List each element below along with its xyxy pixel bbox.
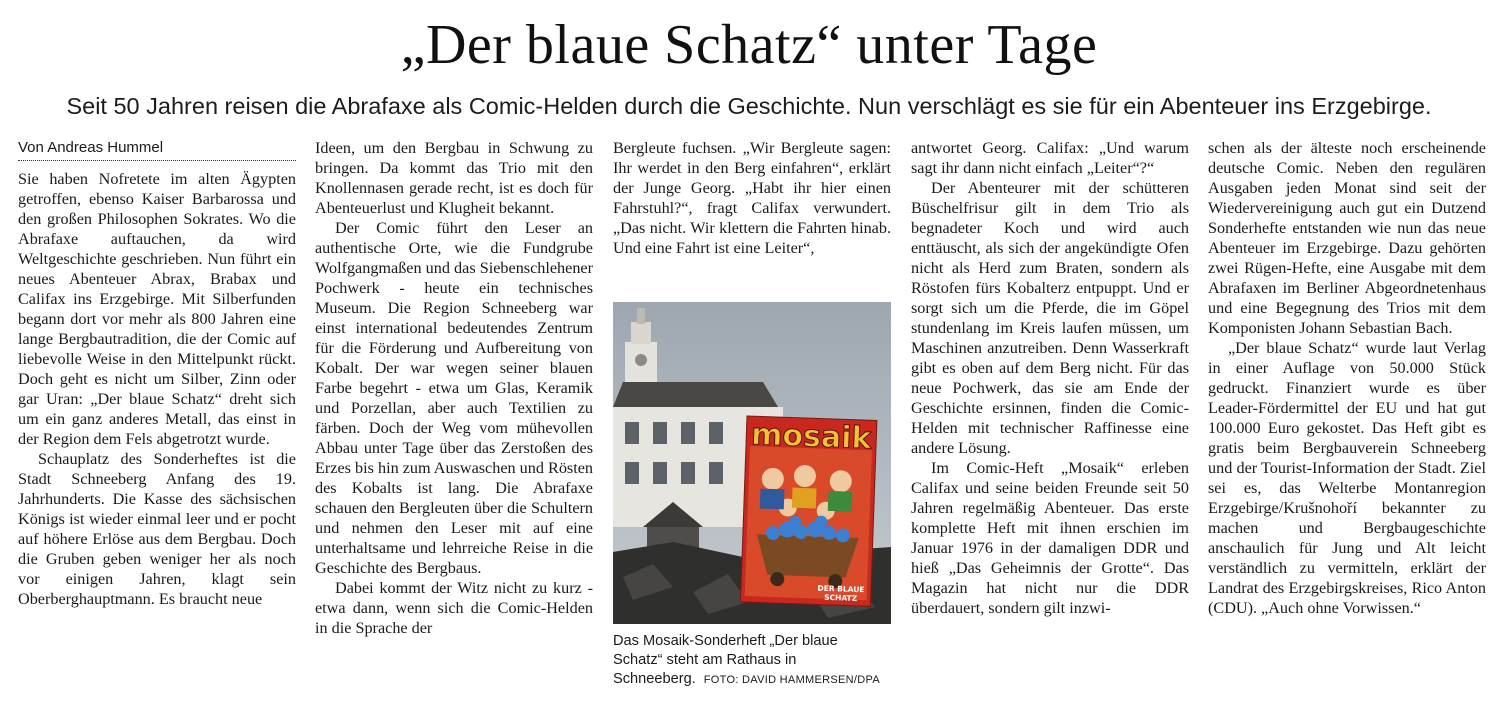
paragraph: Schauplatz des Sonderheftes ist die Stadt Schneeberg Anfang des 19. Jahrhunderts. Die Kasse des sächsischen Königs ist wieder einmal leer und er pocht auf höhere Erlöse aus dem Bergbau. Doch die Gruben geben weniger her als noch vor einigen Jahren, klagt sein Oberberghauptmann. Es braucht neue — [18, 450, 296, 608]
news-photo — [613, 302, 891, 624]
paragraph: schen als der älteste noch erscheinende deutsche Comic. Neben den regulären Ausgaben jeden Monat sind seit der Wiedervereinigung auch gut ein Dutzend Sonderhefte entstanden wie nun das neue Abenteuer im Erzgebirge. Dazu gehörten zwei Rügen-Hefte, eine Ausgabe mit dem Abrafaxen im Berliner Abgeordnetenhaus und eine Begegnung des Trios mit dem Komponisten Johann Sebastian Bach. — [1208, 139, 1486, 337]
subline: Seit 50 Jahren reisen die Abrafaxe als Comic-Helden durch die Geschichte. Nun verschlägt es sie für ein Abenteuer ins Erzgebirge. — [66, 93, 1432, 119]
paragraph: Der Abenteurer mit der schütteren Büschelfrisur gilt in dem Trio als begnadeter Koch und wird auch enttäuscht, als sich der angekündigte Ofen nicht als Herd zum Braten, sondern als Röstofen fürs Kobalterz entpuppt. Und er sorgt sich um die Pferde, die im Göpel stundenlang im Kreis laufen müssen, um Maschinen anzutreiben. Denn Wasserkraft gibt es oben auf dem Berg nicht. Für das neue Pochwerk, das sie am Ende der Geschichte ersinnen, finden die Comic-Helden mit technischer Raffinesse eine andere Lösung. — [911, 179, 1189, 457]
photo-illustration — [613, 302, 891, 624]
headline: „Der blaue Schatz“ unter Tage — [400, 14, 1098, 76]
paragraph: Der Comic führt den Leser an authentische Orte, wie die Fundgrube Wolfgangmaßen und das Siebenschlehener Pochwerk - heute ein technisches Museum. Die Region Schneeberg war einst international bedeutendes Zentrum für die Förderung und Aufbereitung von Kobalt. Der war wegen seiner blauen Farbe begehrt - etwa um Glas, Keramik und Porzellan, aber auch Textilien zu färben. Doch der Weg vom mühevollen Abbau unter Tage über das Zerstoßen des Erzes bis hin zum Auswaschen und Rösten des Kobalts ist lang. Die Abrafaxe schauen den Bergleuten über die Schultern und nehmen den Leser mit auf eine unterhaltsame und lehrreiche Reise in die Geschichte des Bergbaus. — [315, 219, 593, 577]
paragraph: Im Comic-Heft „Mosaik“ erleben Califax und seine beiden Freunde seit 50 Jahren regelmäßig Abenteuer. Das erste komplette Heft mit ihnen erschien im Januar 1976 in der damaligen DDR und hieß „Das Geheimnis der Grotte“. Das Magazin hat nicht nur die DDR überdauert, sondern gilt inzwi- — [911, 459, 1189, 617]
article-column-5 — [1208, 138, 1486, 618]
svg-text:mosaik: mosaik — [750, 417, 872, 457]
paragraph: Sie haben Nofretete im alten Ägypten getroffen, ebenso Kaiser Barbarossa und den großen Philosophen Sokrates. Wo die Abrafaxe auftauchen, da wird Weltgeschichte geschrieben. Nun führt ein neues Abenteuer Abrax, Brabax und Califax ins Erzgebirge. Mit Silberfunden begann dort vor mehr als 800 Jahren eine lange Bergbautradition, die der Comic auf liebevolle Weise in den Mittelpunkt rückt. Doch geht es nicht um Silber, Zinn oder gar Uran: „Der blaue Schatz“ dreht sich um ein ganz anderes Metall, das einst in der Region dem Fels abgetrotzt wurde. — [18, 170, 296, 448]
paragraph: antwortet Georg. Califax: „Und warum sagt ihr dann nicht einfach „Leiter“?“ — [911, 139, 1189, 177]
article-column-2 — [315, 138, 593, 638]
article-column-1 — [18, 138, 296, 609]
article-column-3 — [613, 138, 891, 258]
paragraph: Bergleute fuchsen. „Wir Bergleute sagen: Ihr werdet in den Berg einfahren“, erklärt der Junge Georg. „Habt ihr hier einen Fahrstuhl?“, fragt Califax verwundert. „Das nicht. Wir klettern die Fahrten hinab. Und eine Fahrt ist eine Leiter“, — [613, 139, 891, 257]
svg-text:SCHATZ: SCHATZ — [824, 592, 858, 603]
caption-text: Das Mosaik-Sonderheft „Der blaue Schatz“ steht am Rathaus in Schneeberg. — [613, 633, 838, 687]
article-column-4 — [911, 138, 1189, 618]
byline: Von Andreas Hummel — [18, 138, 296, 161]
photo-credit: FOTO: DAVID HAMMERSEN/DPA — [703, 674, 880, 686]
paragraph: Ideen, um den Bergbau in Schwung zu bringen. Da kommt das Trio mit den Knollennasen gerade recht, ist es doch für Abenteuerlust und Klugheit bekannt. — [315, 139, 593, 217]
paragraph: „Der blaue Schatz“ wurde laut Verlag in einer Auflage von 50.000 Stück gedruckt. Finanziert wurde es über Leader-Fördermittel der EU und hat gut 100.000 Euro gekostet. Das Heft gibt es gratis beim Bergbauverein Schneeberg und der Tourist-Information der Stadt. Ziel sei es, das Welterbe Montanregion Erzgebirge/Krušnohoří bekannter zu machen und Bergbaugeschichte anschaulich für Jung und Alt leicht verständlich zu vermitteln, erklärt der Landrat des Erzgebirgskreises, Rico Anton (CDU). „Auch ohne Vorwissen.“ — [1208, 339, 1486, 617]
photo-caption — [613, 632, 891, 690]
paragraph: Dabei kommt der Witz nicht zu kurz - etwa dann, wenn sich die Comic-Helden in die Sprache der — [315, 579, 593, 637]
svg-text:DER BLAUE: DER BLAUE — [817, 583, 865, 595]
